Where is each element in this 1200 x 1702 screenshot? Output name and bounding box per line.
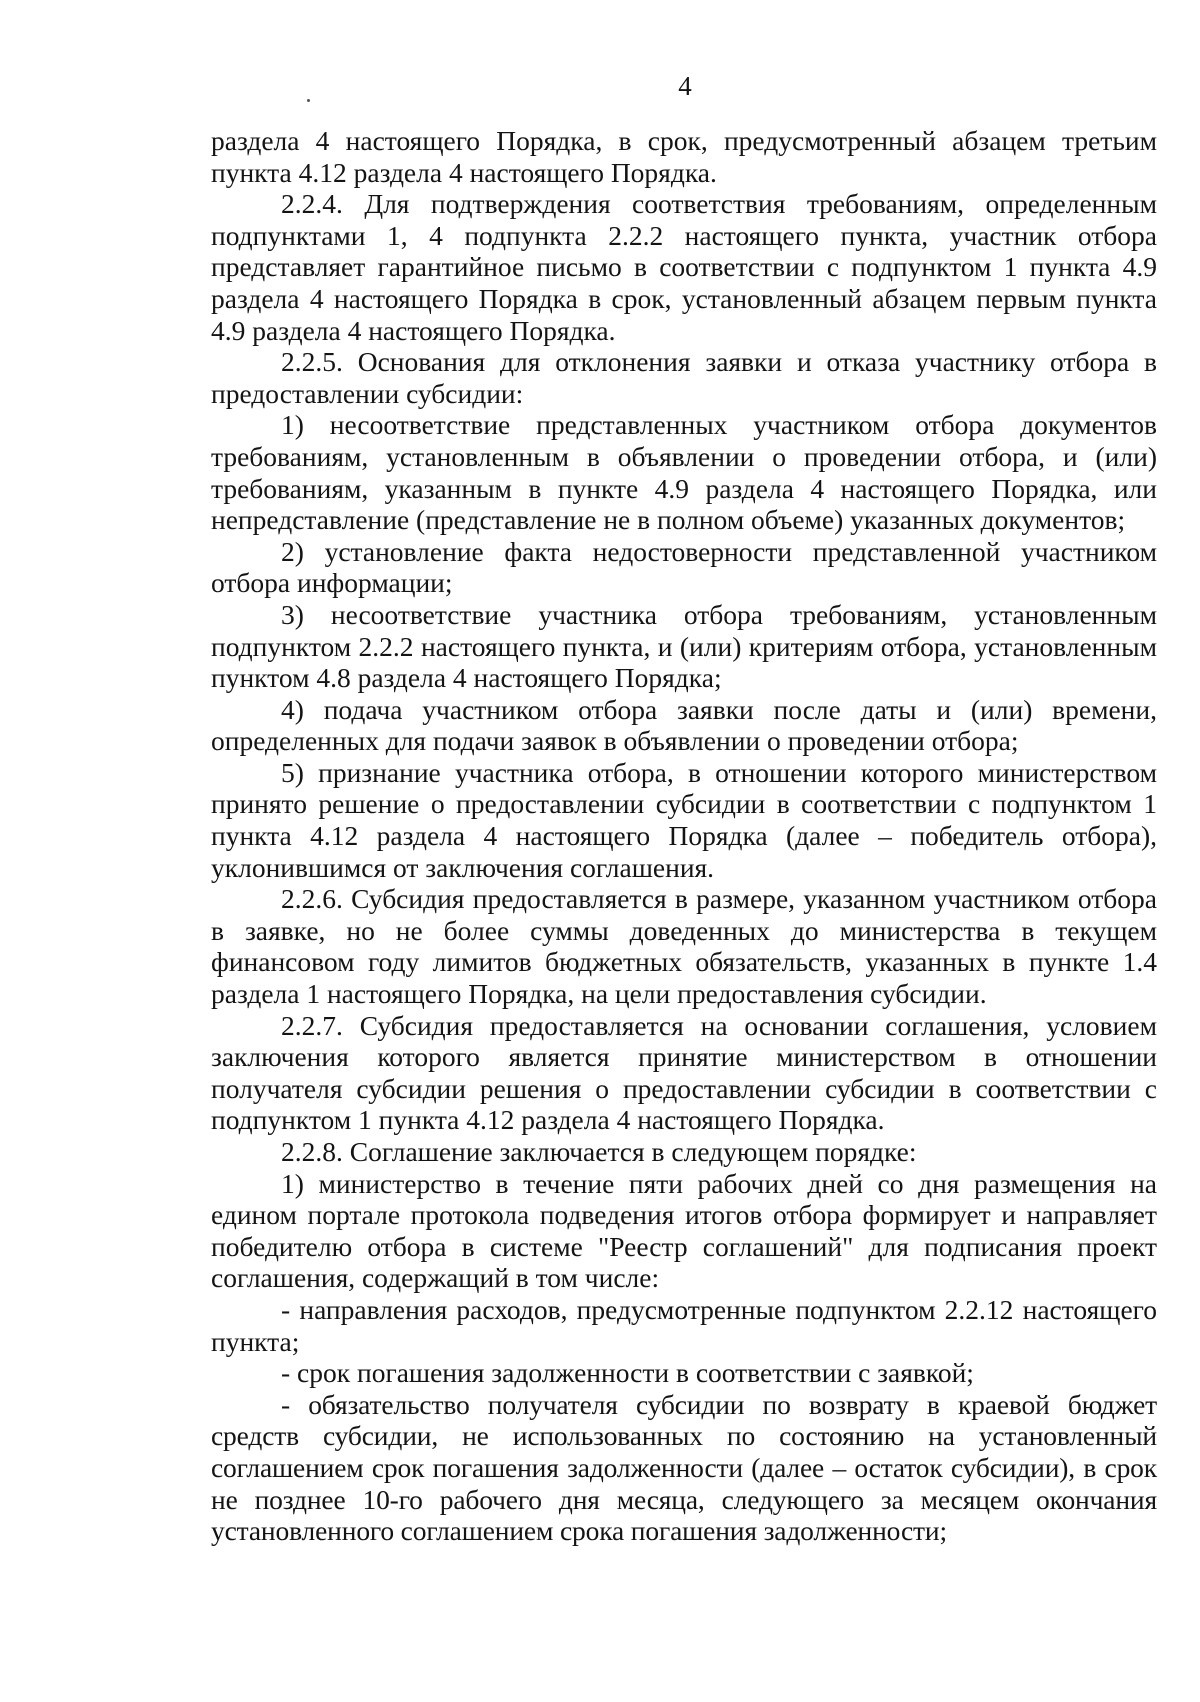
paragraph-2-2-6: 2.2.6. Субсидия предоставляется в размере, указанном участником отбора в заявке, но не более суммы доведенных до министерства в текущем финансовом году лимитов бюджетных обязательств, указанных в пункте 1.4 раздела 1 настоящего Порядка, на цели предоставления субсидии.: [211, 883, 1157, 1010]
dash-item-repayment-term: - срок погашения задолженности в соответствии с заявкой;: [281, 1357, 974, 1389]
list-item-2-2-5-3: 3) несоответствие участника отбора требованиям, установленным подпунктом 2.2.2 настоящего пункта, и (или) критериям отбора, установленным пунктом 4.8 раздела 4 настоящего Порядка;: [211, 598, 1157, 694]
paragraph-2-2-4: 2.2.4. Для подтверждения соответствия требованиям, определенным подпунктами 1, 4 подпункта 2.2.2 настоящего пункта, участник отбора представляет гарантийное письмо в соответствии с подпунктом 1 пункта 4.9 раздела 4 настоящего Порядка в срок, установленный абзацем первым пункта 4.9 раздела 4 настоящего Порядка.: [211, 188, 1157, 346]
list-item-2-2-5-2: 2) установление факта недостоверности представленной участником отбора информации;: [211, 535, 1157, 599]
page-number: 4: [678, 71, 692, 101]
list-item-2-2-5-1: 1) несоответствие представленных участником отбора документов требованиям, установленным в объявлении о проведении отбора, и (или) требованиям, указанным в пункте 4.9 раздела 4 настоящего Порядка, или непредставление (представление не в полном объеме) указанных документов;: [211, 409, 1157, 536]
list-item-2-2-5-5: 5) признание участника отбора, в отношении которого министерством принято решение о предоставлении субсидии в соответствии с подпунктом 1 пункта 4.12 раздела 4 настоящего Порядка (далее – победитель отбора), уклонившимся от заключения соглашения.: [211, 756, 1157, 883]
list-item-2-2-5-4: 4) подача участником отбора заявки после даты и (или) времени, определенных для подачи заявок в объявлении о проведении отбора;: [211, 693, 1157, 757]
paragraph-continuation: раздела 4 настоящего Порядка, в срок, предусмотренный абзацем третьим пункта 4.12 раздела 4 настоящего Порядка.: [211, 125, 1157, 188]
scan-speck: [307, 99, 310, 102]
paragraph-2-2-8: 2.2.8. Соглашение заключается в следующем порядке:: [281, 1136, 917, 1167]
dash-item-return-obligation: - обязательство получателя субсидии по возврату в краевой бюджет средств субсидии, не использованных по состоянию на установленный соглашением срок погашения задолженности (далее – остаток субсидии), в срок не позднее 10-го рабочего дня месяца, следующего за месяцем окончания установленного соглашением срока погашения задолженности;: [211, 1388, 1157, 1547]
dash-item-directions: - направления расходов, предусмотренные подпунктом 2.2.12 настоящего пункта;: [211, 1293, 1157, 1357]
document-body: [211, 125, 1157, 1547]
list-item-2-2-8-1: 1) министерство в течение пяти рабочих дней со дня размещения на едином портале протокола подведения итогов отбора формирует и направляет победителю отбора в системе "Реестр соглашений" для подписания проект соглашения, содержащий в том числе:: [211, 1167, 1157, 1294]
paragraph-2-2-7: 2.2.7. Субсидия предоставляется на основании соглашения, условием заключения которого является принятие министерством в отношении получателя субсидии решения о предоставлении субсидии в соответствии с подпунктом 1 пункта 4.12 раздела 4 настоящего Порядка.: [211, 1009, 1157, 1136]
paragraph-2-2-5: 2.2.5. Основания для отклонения заявки и отказа участнику отбора в предоставлении субсидии:: [211, 346, 1157, 409]
